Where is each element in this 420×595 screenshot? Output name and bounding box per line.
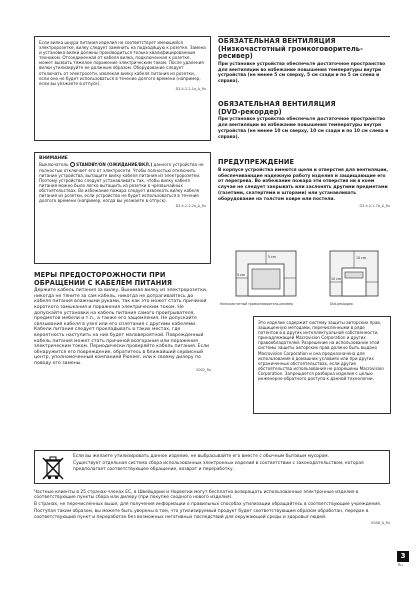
recycling-details <box>34 490 390 525</box>
power-cord-section <box>34 272 211 372</box>
recycling-line-2: Существует отдельная система сбора использованных электронных изделий в соответствии с законодательством, которая предполагает соответствующее обращение, возврат и переработку. <box>73 461 364 472</box>
receiver-clearance-drawing <box>236 251 296 296</box>
plug-warning-text: Если вилка шнура питания изделия не соответствует имеющейся электророзетке, вилку следует заменить на подходящую к розетке. Замена и установка вилки должны производиться только квалифицированным техником. Отсоединенная от кабеля вилка, подключенная к розетке, может вызвать тяжелое поражение электрическим током. После удаления вилки утилизируйте ее должным образом. Оборудование следует отключать от электросети, извлекая вилку кабеля питания из розетки, если оно не будет использоваться в течение долгого времени (например, если вы уезжаете в отпуск). <box>39 40 206 86</box>
standby-text: данного устройства не полностью отключает его от электросети. Чтобы полностью отключить питание устройства, вытащите вилку кабеля питания из электророзетки. Поэтому устройство следует устанавливать так, чтобы вилку кабеля питания можно было легко вытащить из розетки в чрезвычайных обстоятельствах. Во избежание пожара следует извлекать вилку кабеля питания из розетки, если устройство не будет использоваться в течение долгого времени (например, когда вы уезжаете в отпуск). <box>39 162 204 204</box>
dim-top-left: 5 cm <box>268 255 276 259</box>
power-cord-text: Держите кабель питания за вилку. Вынимая вилку из электророзетки, никогда не тяните за сам кабель, никогда не дотрагивайтесь до кабеля питания влажными руками, так как это может стать причиной короткого замыкания и поражения электрическим током. Не допускайте установки на кабель питания самого проигрывателя, предметов мебели и т.п., а также его защемления. Не допускайте связывания кабеля в узел или его сплетания с другими кабелями. Кабели питания следует прокладывать в таких местах, где вероятность наступить на них будет маловероятной. Поврежденный кабель питания может стать причиной возгорания или поражения электрическим током. Периодически проверяйте кабель питания. Если обнаружится его повреждение, обратитесь в ближайший сервисный центр, уполномоченный компанией Pioneer, или к своему дилеру по поводу его замены. <box>34 288 210 366</box>
standby-lead: Выключатель <box>39 162 69 168</box>
dim-side-right: 10 cm <box>331 277 341 281</box>
standby-caution-body <box>39 162 206 203</box>
dim-side-left: 5 cm <box>237 273 245 277</box>
dvd-clearance-drawing <box>330 251 378 296</box>
caption-dvd: Dvd-рекордер <box>330 302 353 306</box>
recycling-paragraph-1: Частные клиенты в 25 странах-членах ЕС, в Швейцарии и Норвегии могут бесплатно возвращать использованные электронные изделия в соответствующие пункты сбора или дилеру (при покупке сходного нового изделия). <box>34 490 359 501</box>
ventilation-dvd <box>218 101 390 140</box>
warning-text: В корпусе устройства имеются щели и отверстия для вентиляции, обеспечивающие надежную работу изделия и защищающие его от перегрева. Во избежание пожара эти отверстия ни в коем случае не следует закрывать или заслонять другими предметами (газетами, скатертями и шторами) или устанавливать оборудование на толстом ковре или постели. <box>218 167 389 203</box>
standby-switch-label: STANDBY/ON (ОЖИДАНИЕ/ВКЛ.) <box>76 162 153 168</box>
macrovision-notice-box <box>253 316 391 414</box>
power-cord-code: S002_Ru <box>196 367 211 372</box>
plug-warning-code: D3-4-2-2-1a_A_Ru <box>175 86 206 91</box>
vent-receiver-text: При установке устройства обеспечьте достаточное пространство для вентиляции во избежание повышения температуры внутри устройства (не менее 5 см сверху, 5 см сзади и по 5 см слева и справа). <box>218 61 386 85</box>
ventilation-receiver <box>218 36 390 85</box>
standby-caution-box <box>34 152 211 264</box>
page-language: Ru <box>398 563 403 567</box>
page-number: 3 <box>397 551 409 562</box>
warning-title: ПРЕДУПРЕЖДЕНИЕ <box>218 158 295 166</box>
vent-dvd-title-2: (DVD-рекордер) <box>218 107 282 116</box>
power-cord-heading-2: ОБРАЩЕНИИ С КАБЕЛЕМ ПИТАНИЯ <box>34 278 173 287</box>
power-cord-heading-1: МЕРЫ ПРЕДОСТОРОЖНОСТИ ПРИ <box>34 271 166 279</box>
standby-caution-title: ВНИМАНИЕ <box>39 156 68 161</box>
caption-receiver: Низкочастотный громкоговоритель-ресивер <box>220 302 293 306</box>
vent-receiver-title-1: ОБЯЗАТЕЛЬНАЯ ВЕНТИЛЯЦИЯ <box>218 37 336 45</box>
macrovision-text: Это изделие содержит систему защиты авторских прав, защищенную методами, перечисленными в ряде патентов в в других интеллектуальной собственности, принадлежащей Macrovision Corporation и других правообладателей. Разрешение на использование этой системы защиты авторских прав должно быть выдано Macrovision Corporation и она предназначена для использования в домашних условиях или при других ограниченных обстоятельствах, если другие обстоятельства использования не разрешены Macrovision Corporation. Запрещается разборка изделия с целью инженерно-обратного доступа к данной технологии. <box>258 320 384 382</box>
warning-section <box>218 159 390 208</box>
vent-dvd-text: При установке устройства обеспечьте достаточное пространство для вентиляции во избежание повышения температуры внутри устройства (не менее 10 см сверху, 10 см сзади и по 10 см слева и справа). <box>218 117 389 140</box>
ventilation-diagram <box>218 248 390 310</box>
plug-warning-box <box>34 36 211 141</box>
recycling-paragraph-3: Поступая таким образом, вы можете быть уверены в том, что утилизируемый продукт будет соответствующим образом обработан, передан в соответствующий пункт и переработан без возможных негативных последствий для окружающей среды и здоровья людей. <box>34 509 369 520</box>
recycling-paragraph-2: В странах, не перечисленных выше, для получения информации о правильных способах утилизации обращайтесь в соответствующие учреждения. <box>34 502 382 508</box>
vent-receiver-title-3: ресивер) <box>218 52 253 61</box>
crossed-bin-icon <box>40 455 66 481</box>
vent-receiver-title-2: (Низкочастотный громкоговоритель- <box>218 44 363 53</box>
vent-dvd-title-1: ОБЯЗАТЕЛЬНАЯ ВЕНТИЛЯЦИЯ <box>218 100 336 108</box>
recycling-line-1: Если вы желаете утилизировать данное изделие, не выбрасывайте его вместе с обычным бытовым мусором. <box>73 454 329 459</box>
dim-top-right: 10 cm <box>356 256 366 260</box>
warning-code: D3-4-2-1-7b_A_Ru <box>359 204 390 209</box>
recycling-box <box>34 450 390 484</box>
recycling-code: K058_A_Ru <box>371 521 390 526</box>
standby-caution-code: D3-4-2-2-2a_A_Ru <box>175 204 206 209</box>
